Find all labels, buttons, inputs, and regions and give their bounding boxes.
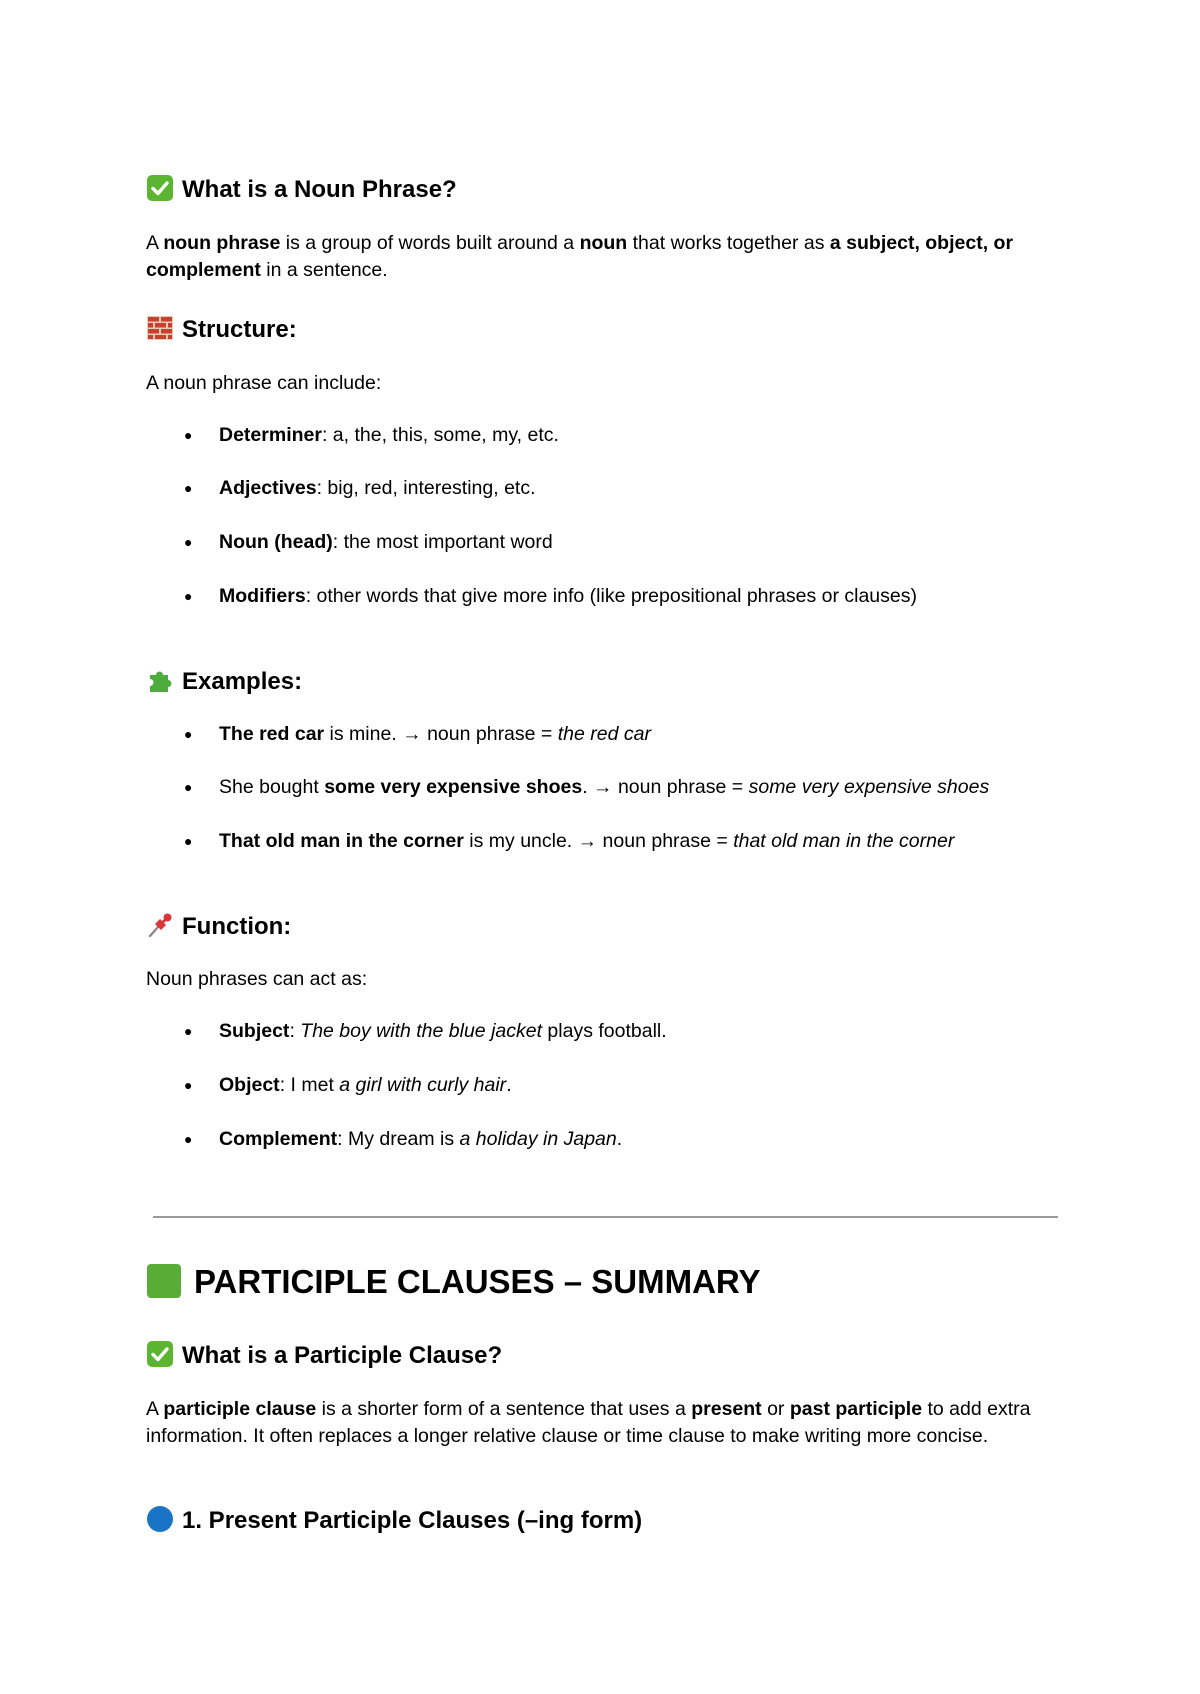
check-mark-icon [146,174,174,202]
puzzle-piece-icon [146,666,174,694]
function-intro: Noun phrases can act as: [146,968,368,990]
example-item: ● She bought some very expensive shoes. → noun phrase = some very expensive shoes [184,776,990,798]
example-item: ● That old man in the corner is my uncle. → noun phrase = that old man in the corner [184,830,955,852]
function-item: ● Subject: The boy with the blue jacket plays football. [184,1020,667,1042]
function-item: ● Complement: My dream is a holiday in Japan. [184,1128,623,1150]
heading-function: Function: [146,911,1060,942]
list-item: ● Modifiers: other words that give more info (like prepositional phrases or clauses) [184,585,917,607]
heading-what-is-participle: What is a Participle Clause? [146,1340,1060,1371]
heading-present-participle: 1. Present Participle Clauses (–ing form) [146,1505,1060,1536]
heading-examples: Examples: [146,666,1060,697]
green-square-icon [146,1263,182,1299]
function-item: ● Object: I met a girl with curly hair. [184,1074,512,1096]
blue-circle-icon [146,1505,174,1533]
heading-noun-phrase: What is a Noun Phrase? [146,174,1060,205]
heading-structure: Structure: [146,314,1060,345]
noun-phrase-definition: A noun phrase is a group of words built around a noun that works together as a subject, object, or complement in a sentence. [146,232,1014,281]
participle-definition: A participle clause is a shorter form of a sentence that uses a present or past participle to add extra information. It often replaces a longer relative clause or time clause to make writing more concise. [146,1398,1031,1447]
list-item: ● Adjectives: big, red, interesting, etc. [184,477,536,499]
horizontal-divider [153,1216,1058,1218]
check-mark-icon [146,1340,174,1368]
bricks-icon [146,314,174,342]
pushpin-icon [146,911,174,939]
list-item: ● Noun (head): the most important word [184,531,553,553]
heading-participle-clauses: PARTICIPLE CLAUSES – SUMMARY [146,1262,1060,1302]
list-item: ● Determiner: a, the, this, some, my, etc. [184,424,559,446]
example-item: ● The red car is mine. → noun phrase = the red car [184,723,651,745]
structure-intro: A noun phrase can include: [146,372,382,394]
